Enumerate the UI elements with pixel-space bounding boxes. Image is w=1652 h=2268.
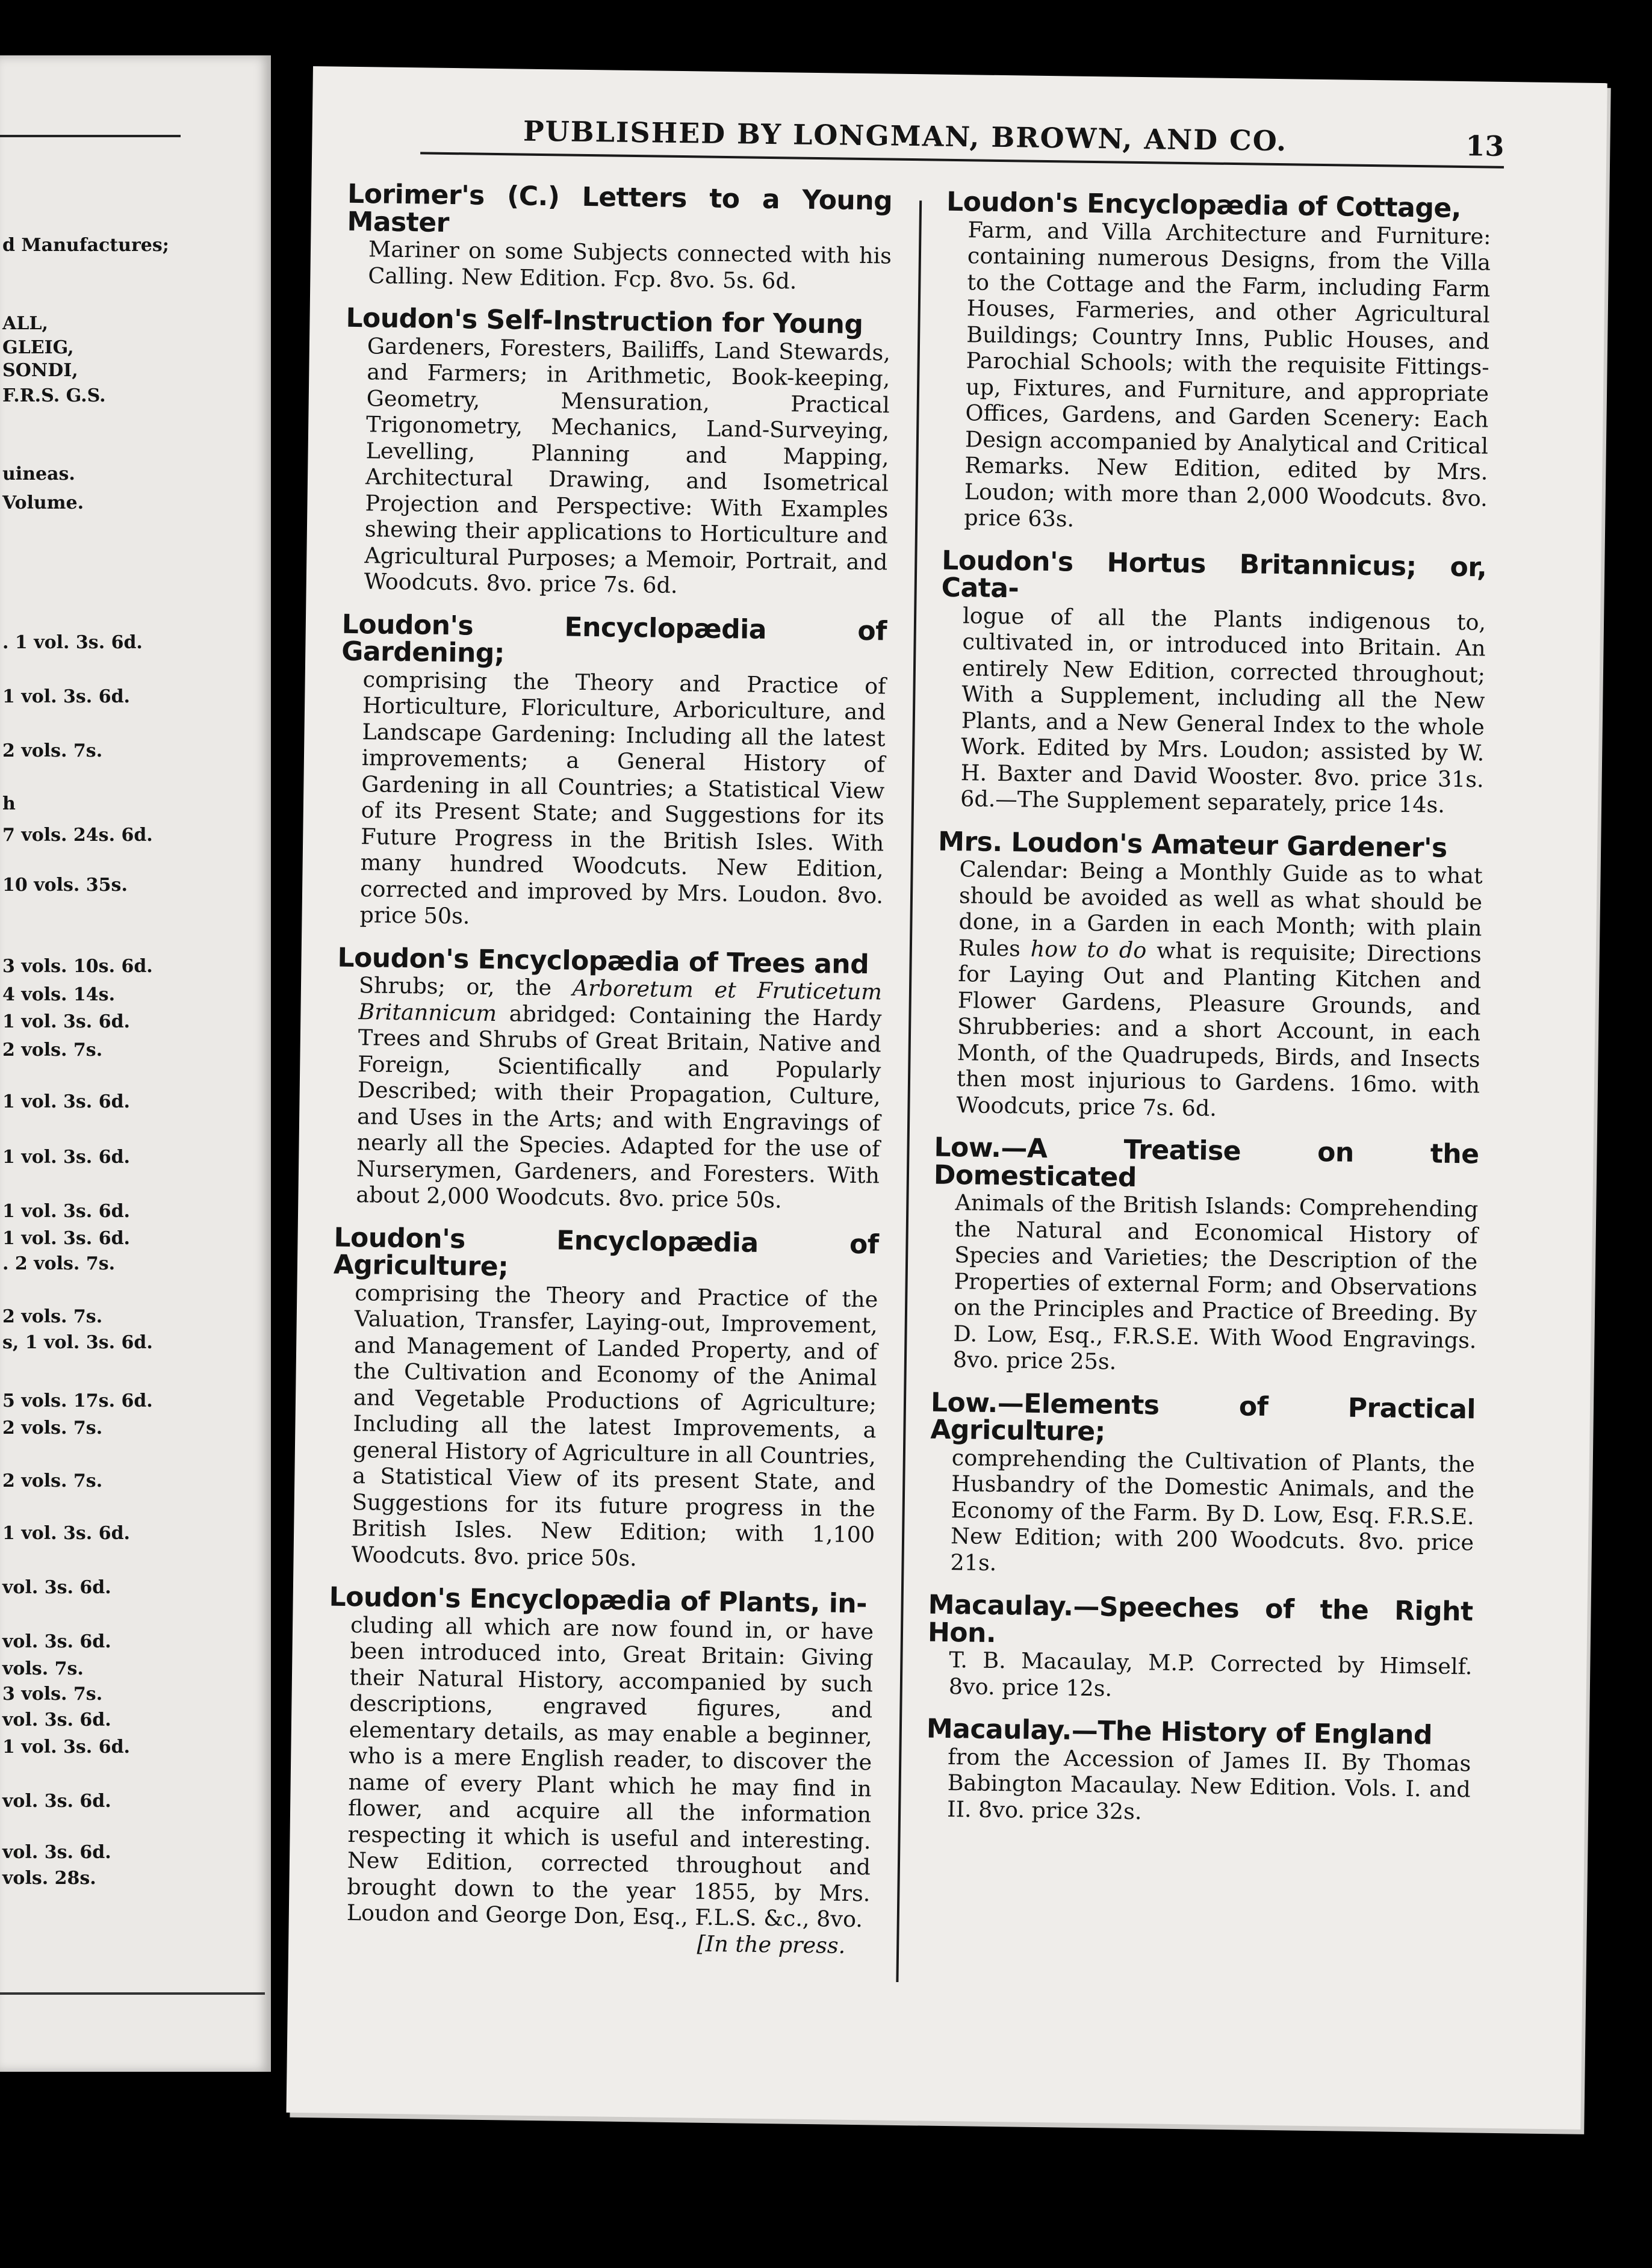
entry-body-text: comprehending the Cultivation of Plants, the Husbandry of the Domestic Animals, and the Economy of the Farm. By D. Low, Esq. F.R.S.E. New Edition; with 200 Woodcuts. 8vo. price 21s. [950, 1444, 1476, 1576]
catalogue-entry [942, 186, 1491, 538]
previous-page-line: vol. 3s. 6d. [2, 1709, 111, 1730]
entry-body [346, 236, 892, 296]
catalogue-entry [329, 1224, 878, 1574]
previous-page-line: 3 vols. 10s. 6d. [2, 956, 153, 977]
previous-page-line: vols. 7s. [2, 1658, 84, 1679]
entry-body [925, 1743, 1471, 1829]
entry-body [325, 1611, 874, 1933]
previous-page-line: . 2 vols. 7s. [2, 1253, 116, 1274]
entry-body-text: T. B. Macaulay, M.P. Corrected by Himself. 8vo. price 12s. [948, 1647, 1473, 1702]
column-divider [896, 200, 922, 1982]
entry-title: Loudon's Hortus Britannicus; or, Cata- [941, 545, 1487, 604]
entry-body-text: comprising the Theory and Practice of Horticulture, Floriculture, Arboriculture, and Landscape Gardening: Including all the latest improvements; a General History of Gardening in all Countries; a Statistical View of its Present State; and Suggestions for its Future Progress in the British Isles. With many hundred Woodcuts. New Edition, corrected and improved by Mrs. Loudon. 8vo. price 50s. [359, 666, 886, 929]
previous-page-line: . 1 vol. 3s. 6d. [2, 632, 143, 653]
previous-page-line: 2 vols. 7s. [2, 1418, 103, 1439]
entry-italic-title: how to do [1030, 935, 1147, 963]
previous-page-line: 7 vols. 24s. 6d. [2, 825, 153, 846]
entry-title: Loudon's Encyclopædia of Trees and [337, 942, 869, 980]
entry-body-text: Mariner on some Subjects connected with his Calling. New Edition. Fcp. 8vo. 5s. 6d. [368, 236, 892, 294]
previous-page-line: 2 vols. 7s. [2, 1306, 103, 1327]
previous-page-line: vols. 28s. [2, 1868, 96, 1889]
publisher-line: PUBLISHED BY LONGMAN, BROWN, AND CO. [523, 114, 1288, 158]
previous-page-line: 1 vol. 3s. 6d. [2, 686, 130, 707]
previous-page-line: 3 vols. 7s. [2, 1684, 103, 1705]
catalogue-entry [934, 828, 1483, 1124]
entry-body-text: comprising the Theory and Practice of the Valuation, Transfer, Laying-out, Improvement, and Management of Landed Property, and of the Cultivation and Economy of the Animal and Vegetable Productions of Agriculture; Including all the latest Improvements, a general History of Agriculture in all Countries, a Statistical View of its present State, and Suggestions for its future progress in the British Isles. New Edition; with 1,100 Woodcuts. 8vo. price 50s. [351, 1279, 878, 1571]
catalogue-entry [927, 1589, 1473, 1706]
previous-page-line: 1 vol. 3s. 6d. [2, 1737, 130, 1758]
previous-page-line: vol. 3s. 6d. [2, 1791, 111, 1812]
previous-page-line: 1 vol. 3s. 6d. [2, 1523, 130, 1544]
entry-body [934, 856, 1483, 1125]
catalogue-entry [346, 178, 893, 296]
entry-body [939, 602, 1486, 819]
page-number: 13 [1465, 129, 1504, 163]
catalogue-entry [334, 944, 883, 1215]
catalogue-entry [925, 1713, 1471, 1829]
previous-page-line: GLEIG, [2, 337, 74, 358]
entry-title: Lorimer's (C.) Letters to a Young Master [347, 178, 893, 238]
entry-title: Low.—A Treatise on the Domesticated [933, 1132, 1479, 1193]
entry-body-text: Calendar: Being a Monthly Guide as to what should be avoided as well as what should be done, in a Garden in each Month; with plain Rules [958, 856, 1483, 962]
entry-title: Macaulay.—Speeches of the Right Hon. [927, 1589, 1473, 1649]
previous-page-fragment [0, 55, 271, 2072]
entry-title: Loudon's Self-Instruction for Young [346, 302, 863, 340]
previous-page-bottom-rule [0, 1992, 265, 1995]
previous-page-line: 1 vol. 3s. 6d. [2, 1091, 130, 1112]
catalogue-entry [931, 1132, 1479, 1380]
previous-page-line: F.R.S. G.S. [2, 385, 106, 406]
entry-title: Low.—Elements of Practical Agriculture; [930, 1387, 1476, 1448]
entry-body [927, 1647, 1473, 1706]
previous-page-line: s, 1 vol. 3s. 6d. [2, 1332, 153, 1353]
entry-body-text: Animals of the British Islands: Comprehending the Natural and Economical History of Species and Varieties; the Description of the Properties of external Form; and Observations on the Principles and Practice of Breeding. By D. Low, Esq., F.R.S.E. With Wood Engravings. 8vo. price 25s. [952, 1189, 1479, 1375]
previous-page-line: d Manufactures; [2, 235, 169, 256]
entry-title: Loudon's Encyclopædia of Agriculture; [333, 1222, 879, 1283]
catalogue-page [286, 66, 1607, 2130]
previous-page-line: uineas. [2, 463, 75, 485]
catalogue-entry [343, 302, 891, 601]
entry-body [343, 332, 891, 601]
entry-body [928, 1444, 1475, 1582]
entry-body [942, 216, 1491, 538]
previous-page-line: 1 vol. 3s. 6d. [2, 1147, 130, 1168]
entry-title: Loudon's Encyclopædia of Plants, in- [329, 1581, 868, 1620]
entry-title: Mrs. Loudon's Amateur Gardener's [937, 826, 1448, 864]
previous-page-line: 2 vols. 7s. [2, 740, 103, 761]
previous-page-line: SONDI, [2, 360, 78, 381]
previous-page-line: 1 vol. 3s. 6d. [2, 1228, 130, 1249]
catalogue-entry [324, 1581, 874, 1959]
previous-page-line: 1 vol. 3s. 6d. [2, 1011, 130, 1032]
entry-body-text: cluding all which are now found in, or have been introduced into, Great Britain: Giving their Natural History, accompanied by such descriptions, engraved figures, and elementary details, as may enable a beginner, who is a mere English reader, to discover the name of every Plant which he may find in flower, and acquire all the information respecting it which is useful and interesting. New Edition, corrected throughout and brought down to the year 1855, by Mrs. Loudon and George Don, Esq., F.L.S. &c., 8vo. [346, 1611, 874, 1933]
previous-page-line: 10 vols. 35s. [2, 875, 128, 896]
entry-title: Macaulay.—The History of England [926, 1713, 1433, 1751]
entry-body-text: what is requisite; Directions for Laying Out and Planting Kitchen and Flower Gardens, Pleasure Grounds, and Shrubberies: and a short Account, in each Month, of the Quadrupeds, Birds, and Insects then most injurious to Gardens. 16mo. with Woodcuts, price 7s. 6d. [956, 937, 1482, 1121]
catalogue-entry [338, 611, 887, 935]
previous-page-line: vol. 3s. 6d. [2, 1842, 111, 1863]
catalogue-entry [928, 1389, 1476, 1582]
previous-page-line: 2 vols. 7s. [2, 1470, 103, 1492]
entry-body [334, 972, 882, 1215]
previous-page-line: h [2, 793, 16, 814]
previous-page-header-rule [0, 135, 181, 137]
entry-title: Loudon's Encyclopædia of Cottage, [946, 186, 1462, 224]
right-column [925, 186, 1492, 1846]
entry-body-text: Farm, and Villa Architecture and Furniture: containing numerous Designs, from the Villa to the Cottage and the Farm, including Farm Houses, Farmeries, and other Agricultural Buildings; Country Inns, Public Houses, and Parochial Schools; with the requisite Fittings-up, Fixtures, and Furniture, and appropriate Offices, Gardens, and Garden Scenery: Each Design accompanied by Analytical and Critical Remarks. New Edition, edited by Mrs. Loudon; with more than 2,000 Woodcuts. 8vo. price 63s. [963, 216, 1491, 532]
catalogue-entry [939, 547, 1487, 819]
previous-page-line: 4 vols. 14s. [2, 984, 116, 1005]
entry-body-text: from the Accession of James II. By Thomas Babington Macaulay. New Edition. Vols. I. and II. 8vo. price 32s. [946, 1743, 1471, 1824]
entry-body [338, 666, 886, 935]
previous-page-line: vol. 3s. 6d. [2, 1631, 111, 1652]
previous-page-line: ALL, [2, 313, 48, 334]
previous-page-line: 1 vol. 3s. 6d. [2, 1201, 130, 1222]
entry-title: Loudon's Encyclopædia of Gardening; [341, 609, 887, 669]
entry-italic-title: Arboretum et Fruticetum Britannicum [358, 974, 883, 1026]
previous-page-line: 5 vols. 17s. 6d. [2, 1390, 153, 1411]
entry-body [329, 1279, 878, 1574]
entry-body-text: Gardeners, Foresters, Bailiffs, Land Stewards, and Farmers; in Arithmetic, Book-keeping, Geometry, Mensuration, Practical Trigonometry, Mechanics, Land-Surveying, Levelling, Planning and Mapping, Architectural Drawing, and Isometrical Projection and Perspective: With Examples shewing their applications to Horticulture and Agricultural Purposes; a Memoir, Portrait, and Woodcuts. 8vo. price 7s. 6d. [364, 332, 891, 598]
entry-note: [In the press. [697, 1930, 846, 1959]
left-column [324, 178, 893, 1976]
previous-page-line: vol. 3s. 6d. [2, 1577, 111, 1598]
entry-body-text: Shrubs; or, the [358, 972, 552, 1001]
entry-body-text: logue of all the Plants indigenous to, cultivated in, or introduced into Britain. An entirely New Edition, corrected throughout; With a Supplement, including all the New Plants, and a New General Index to the whole Work. Edited by Mrs. Loudon; assisted by W. H. Baxter and David Wooster. 8vo. price 31s. 6d.—The Supplement separately, price 14s. [960, 602, 1486, 818]
entry-body-text: abridged: Containing the Hardy Trees and Shrubs of Great Britain, Native and Foreign, Scientifically and Popularly Described; with their Propagation, Culture, and Uses in the Arts; and with Engravings of nearly all the Species. Adapted for the use of Nurserymen, Gardeners, and Foresters. With about 2,000 Woodcuts. 8vo. price 50s. [356, 1000, 882, 1213]
entry-body [931, 1189, 1479, 1380]
previous-page-line: Volume. [2, 492, 84, 513]
previous-page-line: 2 vols. 7s. [2, 1040, 103, 1061]
